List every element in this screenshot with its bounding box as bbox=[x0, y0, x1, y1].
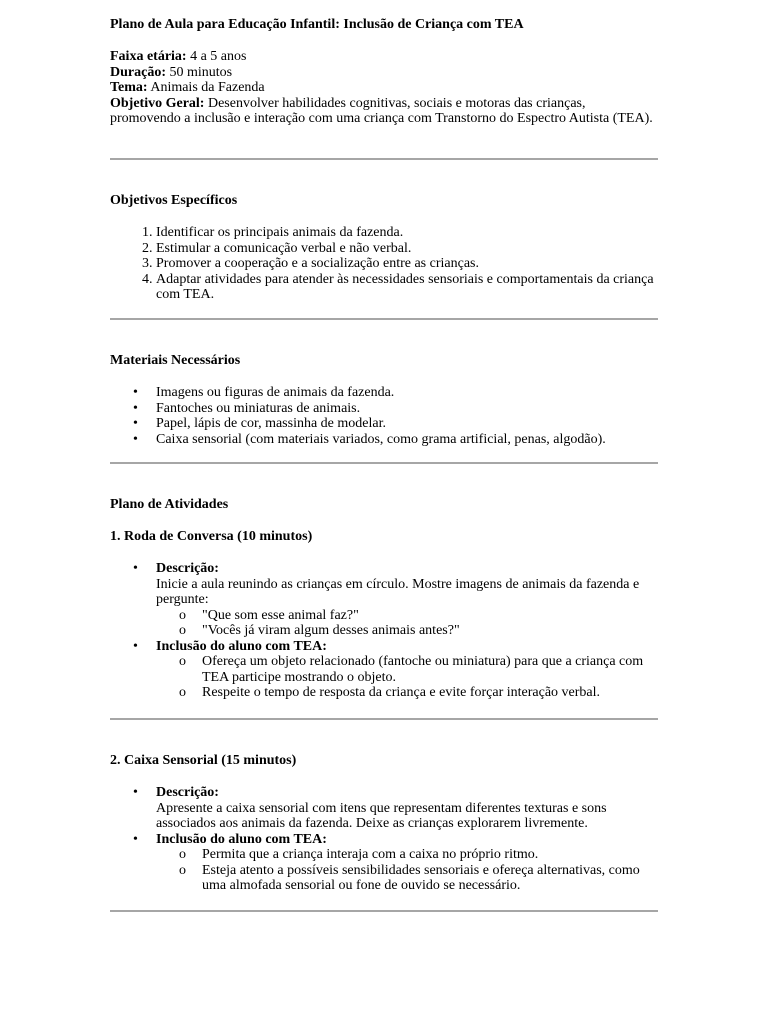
objetivos-list-wrap bbox=[110, 225, 658, 303]
divider bbox=[110, 910, 658, 912]
meta-duracao: Duração: 50 minutos bbox=[110, 64, 233, 80]
meta-faixa: Faixa etária: 4 a 5 anos bbox=[110, 49, 247, 64]
caixa-details bbox=[110, 785, 658, 894]
roda-list bbox=[110, 561, 658, 701]
caixa-list bbox=[110, 785, 658, 894]
section-heading-objetivos: Objetivos Específicos bbox=[110, 193, 238, 208]
materiais-list bbox=[110, 385, 658, 447]
meta-objetivo-geral: Objetivo Geral: Desenvolver habilidades cognitivas, sociais e motoras das crianças, promovendo a inclusão e interação com uma criança com Transtorno do Espectro Autista (TEA). bbox=[110, 95, 653, 126]
list-item: 1. Identificar os principais animais da fazenda. bbox=[156, 225, 658, 241]
list-item: o Respeite o tempo de resposta da criança e evite forçar interação verbal. bbox=[202, 685, 658, 701]
descricao-label: Descrição: bbox=[156, 785, 219, 800]
materiais-list-wrap bbox=[110, 385, 658, 447]
descricao-label: Descrição: bbox=[156, 561, 219, 576]
descricao-text: Apresente a caixa sensorial com itens que representam diferentes texturas e sons associados aos animais da fazenda. Deixe as crianças explorarem livremente. bbox=[156, 800, 607, 831]
activity-heading-roda: 1. Roda de Conversa (10 minutos) bbox=[110, 529, 313, 544]
divider bbox=[110, 718, 658, 720]
divider bbox=[110, 158, 658, 160]
list-item bbox=[156, 639, 658, 701]
meta-tema: Tema: Animais da Fazenda bbox=[110, 80, 265, 95]
inclusao-list bbox=[156, 847, 658, 894]
list-item: 2. Estimular a comunicação verbal e não verbal. bbox=[156, 241, 658, 257]
list-item: • Papel, lápis de cor, massinha de modelar. bbox=[156, 416, 658, 432]
list-item bbox=[156, 785, 658, 832]
section-heading-materiais: Materiais Necessários bbox=[110, 353, 241, 368]
inclusao-list bbox=[156, 654, 658, 701]
list-item: o Esteja atento a possíveis sensibilidades sensoriais e ofereça alternativas, como uma almofada sensorial ou fone de ouvido se necessário. bbox=[202, 863, 658, 894]
roda-details bbox=[110, 561, 658, 701]
section-heading-plano: Plano de Atividades bbox=[110, 497, 229, 512]
list-item: • Caixa sensorial (com materiais variados, como grama artificial, penas, algodão). bbox=[156, 432, 658, 448]
list-item: o Permita que a criança interaja com a caixa no próprio ritmo. bbox=[202, 847, 658, 863]
document-title: Plano de Aula para Educação Infantil: Inclusão de Criança com TEA bbox=[110, 17, 524, 32]
list-item bbox=[156, 832, 658, 894]
list-item: o "Vocês já viram algum desses animais antes?" bbox=[202, 623, 658, 639]
activity-heading-caixa: 2. Caixa Sensorial (15 minutos) bbox=[110, 753, 297, 768]
objetivos-list bbox=[110, 225, 658, 303]
list-item: 4. Adaptar atividades para atender às necessidades sensoriais e comportamentais da criança com TEA. bbox=[156, 272, 658, 303]
list-item: 3. Promover a cooperação e a socialização entre as crianças. bbox=[156, 256, 658, 272]
descricao-text: Inicie a aula reunindo as crianças em círculo. Mostre imagens de animais da fazenda e pergunte: bbox=[156, 576, 640, 607]
list-item: o Ofereça um objeto relacionado (fantoche ou miniatura) para que a criança com TEA participe mostrando o objeto. bbox=[202, 654, 658, 685]
list-item: o "Que som esse animal faz?" bbox=[202, 608, 658, 624]
inclusao-label: Inclusão do aluno com TEA: bbox=[156, 831, 327, 847]
lesson-meta bbox=[110, 49, 658, 127]
list-item bbox=[156, 561, 658, 639]
list-item: • Fantoches ou miniaturas de animais. bbox=[156, 401, 658, 417]
divider bbox=[110, 462, 658, 464]
divider bbox=[110, 318, 658, 320]
list-item: • Imagens ou figuras de animais da fazenda. bbox=[156, 385, 658, 401]
perguntas-list bbox=[156, 608, 658, 639]
inclusao-label: Inclusão do aluno com TEA: bbox=[156, 638, 327, 654]
